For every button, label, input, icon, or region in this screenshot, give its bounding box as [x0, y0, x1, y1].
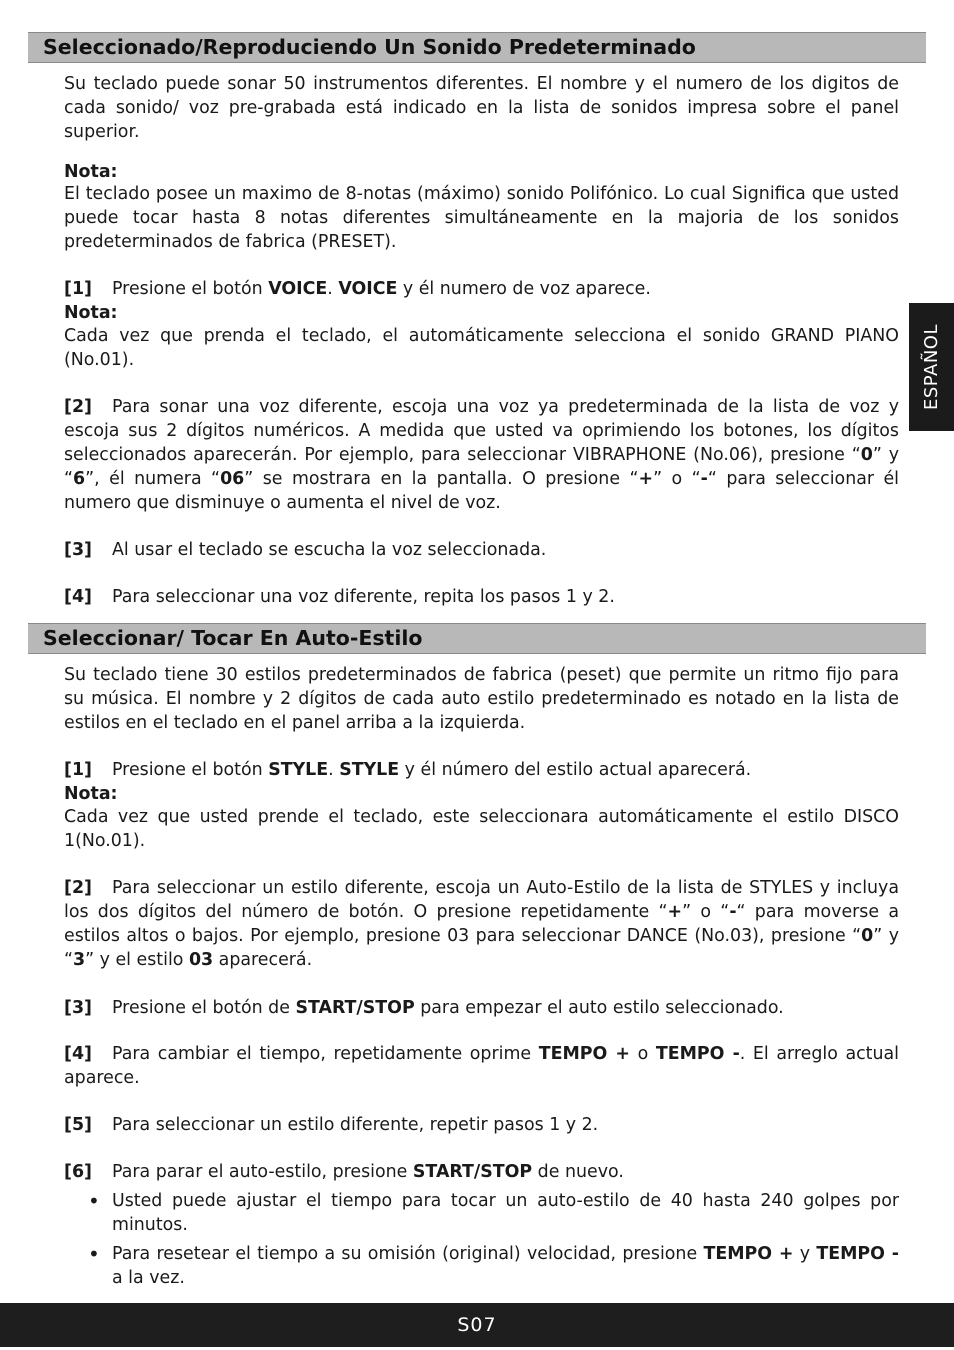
- note-paragraph: Cada vez que prenda el teclado, el automáticamente selecciona el sonido GRAND PIANO (No.01).: [64, 326, 899, 370]
- step-5: [5] Para seleccionar un estilo diferente, repetir pasos 1 y 2.: [64, 1115, 599, 1135]
- section-heading-auto-style: Seleccionar/ Tocar En Auto-Estilo: [28, 623, 926, 654]
- note-label: Nota:: [64, 784, 118, 804]
- step-4: [4] Para seleccionar una voz diferente, repita los pasos 1 y 2.: [64, 587, 615, 607]
- section-heading-preset-sound: Seleccionado/Reproduciendo Un Sonido Predeterminado: [28, 32, 926, 63]
- language-tab-label: ESPAÑOL: [920, 324, 942, 410]
- bullet-item: [88, 1242, 899, 1290]
- note-paragraph: Cada vez que usted prende el teclado, este seleccionara automáticamente el estilo DISCO 1(No.01).: [64, 807, 899, 851]
- note-label: Nota:: [64, 162, 118, 182]
- intro-paragraph: Su teclado puede sonar 50 instrumentos diferentes. El nombre y el numero de los digitos de cada sonido/ voz pre-grabada está indicado en la lista de sonidos impresa sobre el panel superior.: [64, 74, 899, 142]
- step-1: [1] Presione el botón VOICE. VOICE y él numero de voz aparece.: [64, 279, 651, 299]
- bullet-text: Para resetear el tiempo a su omisión (original) velocidad, presione TEMPO + y TEMPO - a la vez.: [112, 1244, 899, 1288]
- step-6: [6] Para parar el auto-estilo, presione START/STOP de nuevo.: [64, 1162, 624, 1182]
- step-3: [3] Presione el botón de START/STOP para empezar el auto estilo seleccionado.: [64, 998, 784, 1018]
- step-4: [4] Para cambiar el tiempo, repetidamente oprime TEMPO + o TEMPO -. El arreglo actual aparece.: [64, 1044, 899, 1088]
- intro-paragraph: Su teclado tiene 30 estilos predeterminados de fabrica (peset) que permite un ritmo fijo para su música. El nombre y 2 dígitos de cada auto estilo predeterminado es notado en la lista de estilos en el teclado en el panel arriba a la izquierda.: [64, 665, 899, 733]
- step-2: [2] Para sonar una voz diferente, escoja una voz ya predeterminada de la lista de voz y escoja sus 2 dígitos numéricos. A medida que usted va oprimiendo los botones, los dígitos seleccionados aparecerán. Por ejemplo, para seleccionar VIBRAPHONE (No.06), presione “0” y “6”, él numera “06” se mostrara en la pantalla. O presione “+” o “-“ para seleccionar él numero que disminuye o aumenta el nivel de voz.: [64, 397, 900, 513]
- bullet-dot: •: [88, 1189, 100, 1213]
- step-2: [2] Para seleccionar un estilo diferente, escoja un Auto-Estilo de la lista de STYLES y incluya los dos dígitos del número de botón. O presione repetidamente “+” o “-“ para moverse a estilos altos o bajos. Por ejemplo, presione 03 para seleccionar DANCE (No.03), presione “0” y “3” y el estilo 03 aparecerá.: [64, 878, 899, 970]
- page-number: S07: [457, 1314, 497, 1336]
- language-tab: [909, 303, 954, 431]
- page-footer: [0, 1303, 954, 1347]
- note-label: Nota:: [64, 303, 118, 323]
- bullet-dot: •: [88, 1242, 100, 1266]
- note-paragraph: El teclado posee un maximo de 8-notas (máximo) sonido Polifónico. Lo cual Significa que usted puede tocar hasta 8 notas diferentes simultáneamente en la majoria de los sonidos predeterminados de fabrica (PRESET).: [64, 184, 899, 252]
- bullet-item: [88, 1189, 899, 1237]
- step-1: [1] Presione el botón STYLE. STYLE y él número del estilo actual aparecerá.: [64, 760, 752, 780]
- step-3: [3] Al usar el teclado se escucha la voz seleccionada.: [64, 540, 547, 560]
- bullet-text: Usted puede ajustar el tiempo para tocar un auto-estilo de 40 hasta 240 golpes por minutos.: [112, 1191, 899, 1235]
